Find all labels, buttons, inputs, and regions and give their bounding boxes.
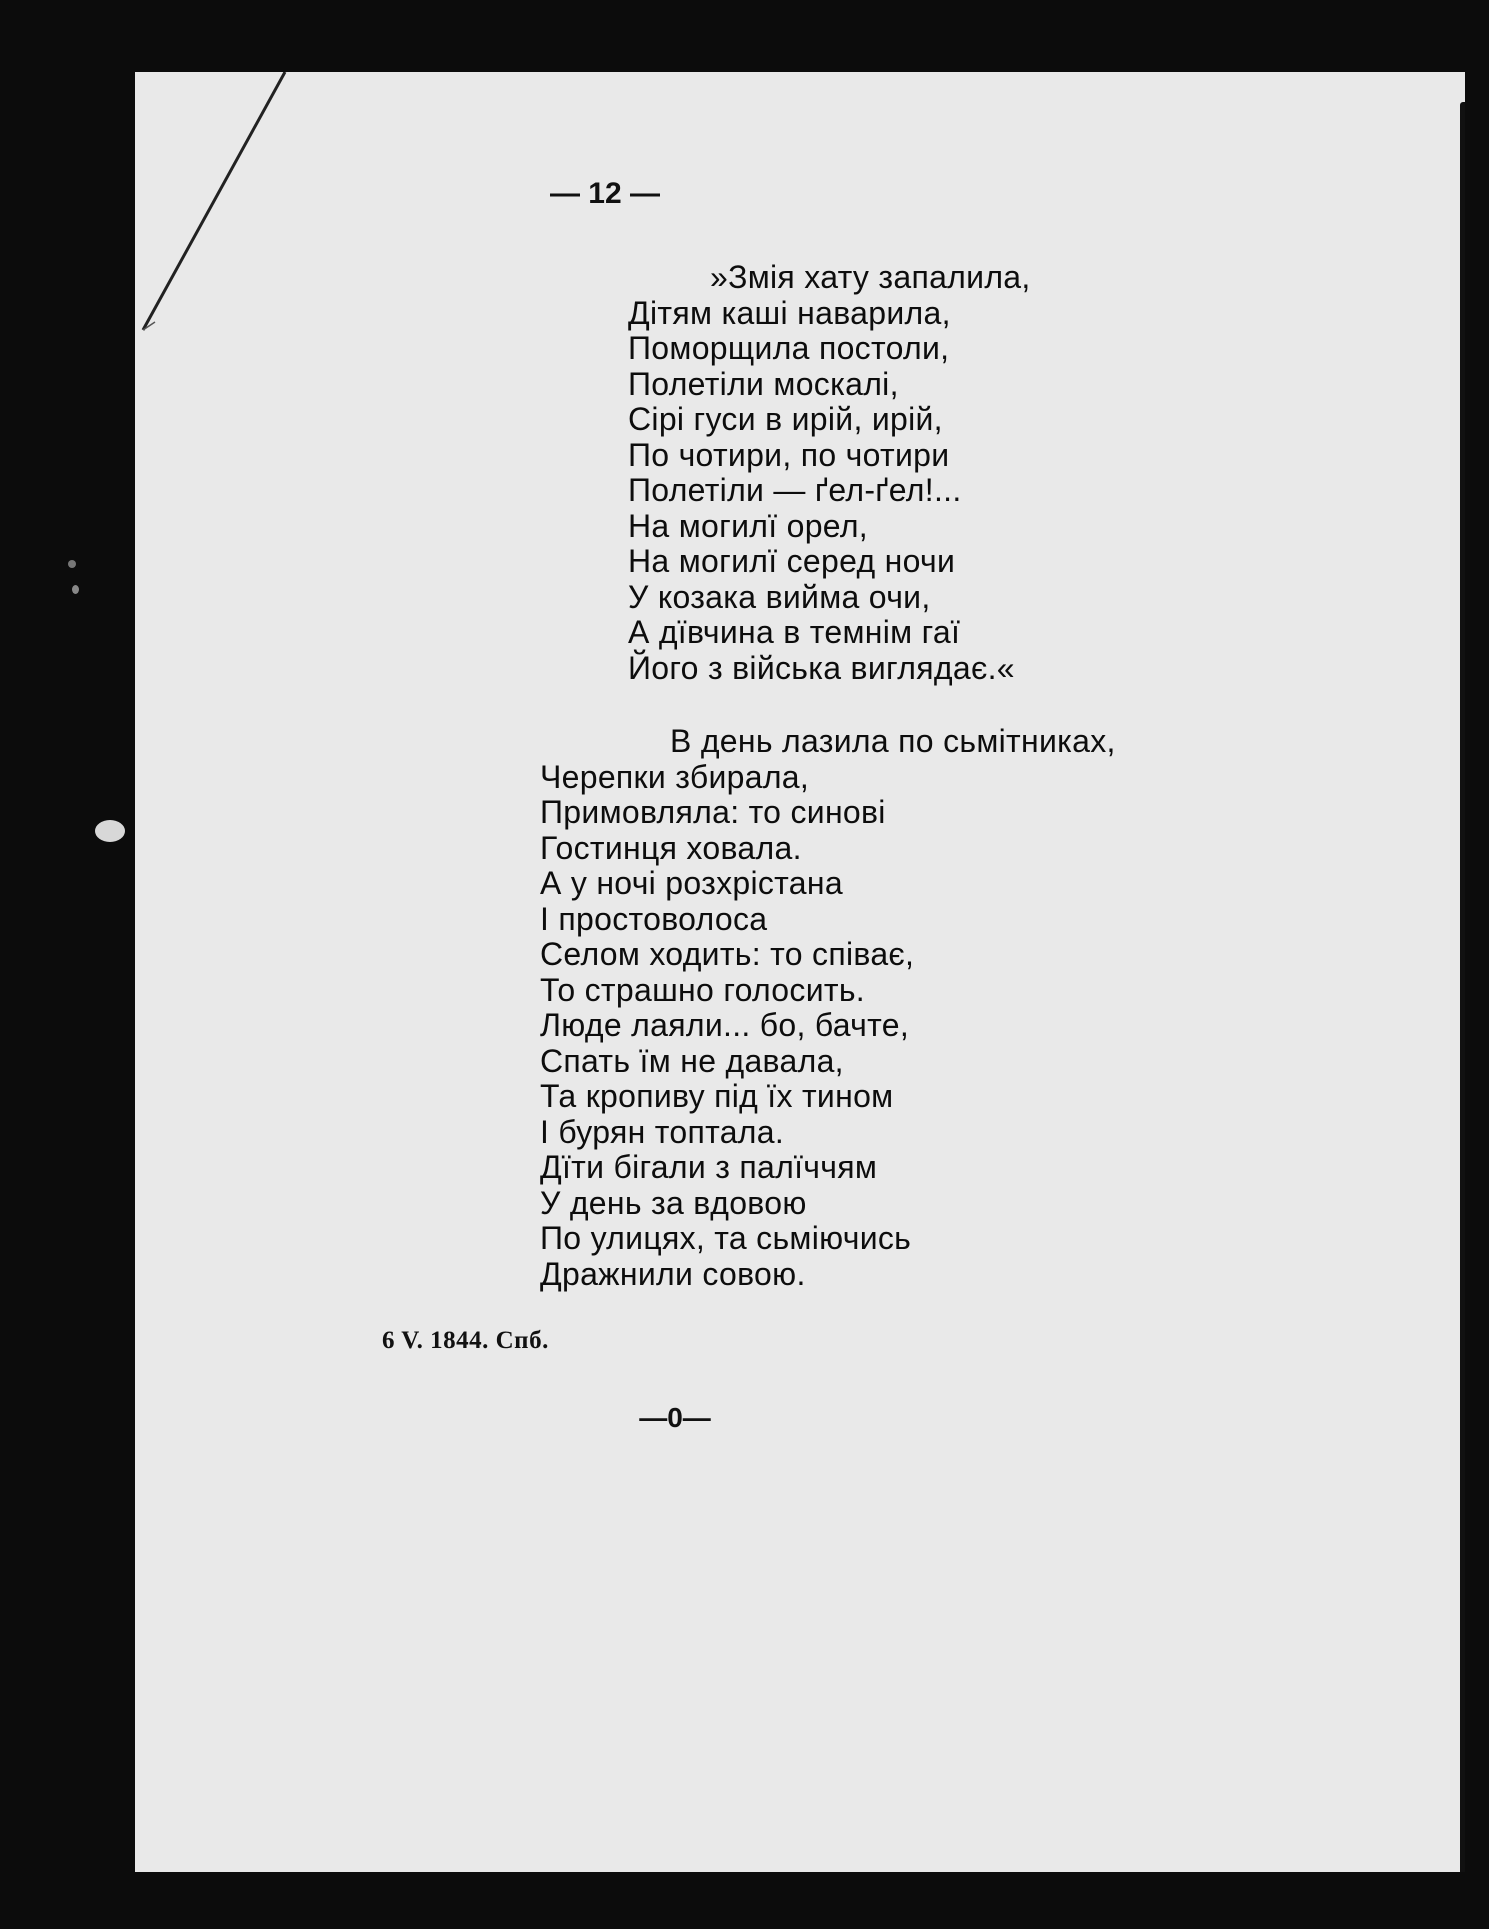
- poem-line: На могилї орел,: [628, 507, 868, 544]
- poem-line: У козака вийма очи,: [628, 578, 931, 615]
- poem-line: Гостинця ховала.: [540, 829, 802, 866]
- poem-date: 6 V. 1844. Спб.: [382, 1327, 549, 1354]
- poem-stanza-1: [628, 260, 1031, 686]
- poem-line: Спать їм не давала,: [540, 1042, 844, 1079]
- poem-line: Його з війська виглядає.«: [628, 649, 1015, 686]
- scan-speck: [68, 560, 76, 568]
- poem-line: В день лазила по сьмітниках,: [670, 723, 1116, 759]
- page-gutter-edge: [1460, 102, 1465, 1872]
- poem-line: Примовляла: то синові: [540, 794, 886, 830]
- scan-speck: [95, 820, 125, 842]
- poem-stanza-2: [540, 724, 1116, 1292]
- poem-line: І бурян топтала.: [540, 1113, 785, 1150]
- page-number: — 12 —: [549, 177, 661, 210]
- poem-line: Та кропиву під їх тином: [540, 1078, 894, 1114]
- poem-line: Черепки збирала,: [540, 758, 810, 795]
- poem-line: А дївчина в темнім гаї: [628, 614, 961, 650]
- poem-line: Дїти бігали з палїччям: [540, 1149, 878, 1185]
- poem-line: Полетіли — ґел-ґел!...: [628, 472, 962, 508]
- book-page: [135, 72, 1465, 1872]
- poem-line: То страшно голосить.: [540, 971, 865, 1008]
- poem-line: На могилї серед ночи: [628, 543, 956, 579]
- poem-line: Дітям каші наварила,: [628, 294, 951, 331]
- poem-line: По улицях, та сьміючись: [540, 1220, 912, 1256]
- poem-line: Сірі гуси в ирій, ирій,: [628, 401, 943, 437]
- poem-line: »Змія хату запалила,: [710, 259, 1031, 295]
- poem-line: Селом ходить: то співає,: [540, 936, 915, 972]
- poem-line: Полетіли москалі,: [628, 365, 899, 402]
- poem-line: Дражнили совою.: [540, 1255, 806, 1292]
- page-corner-fold: [135, 72, 335, 352]
- poem-line: Люде лаяли... бо, бачте,: [540, 1007, 910, 1043]
- poem-line: По чотири, по чотири: [628, 436, 950, 473]
- poem-line: Поморщила постоли,: [628, 330, 950, 366]
- scan-speck: [72, 585, 79, 594]
- section-separator: —0—: [639, 1402, 711, 1433]
- poem-line: І простоволоса: [540, 900, 768, 937]
- poem-line: У день за вдовою: [540, 1184, 807, 1221]
- poem-line: А у ночі розхрістана: [540, 865, 843, 901]
